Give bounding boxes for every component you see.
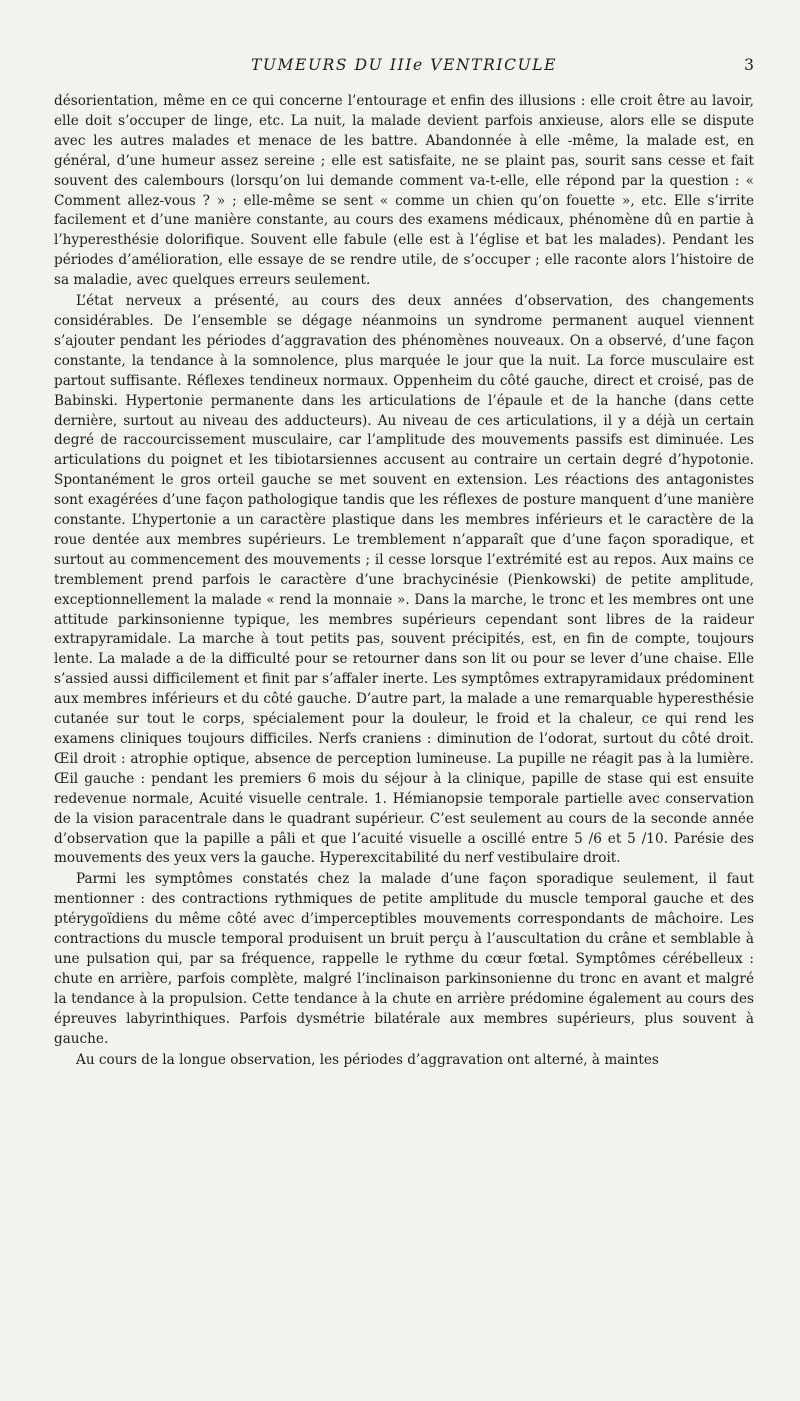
paragraph: Parmi les symptômes constatés chez la malade d’une façon sporadique seulement, il faut mentionner : des contractions rythmiques de petite amplitude du muscle temporal gauche et des ptérygoïdiens du même côté avec d’imperceptibles mouvements correspondants de mâchoire. Les contractions du muscle temporal produisent un bruit perçu à l’auscultation du crâne et semblable à une pulsation qui, par sa fréquence, rappelle le rythme du cœur fœtal. Symptômes cérébelleux : chute en arrière, parfois complète, malgré l’inclinaison parkinsonienne du tronc en avant et malgré la tendance à la propulsion. Cette tendance à la chute en arrière prédomine également au cours des épreuves labyrinthiques. Parfois dysmétrie bilatérale aux membres supérieurs, plus souvent à gauche. xyxy=(54,871,754,1047)
paragraph: désorientation, même en ce qui concerne l’entourage et enfin des illusions : elle croit être au lavoir, elle doit s’occuper de linge, etc. La nuit, la malade devient parfois anxieuse, alors elle se dispute avec les autres malades et menace de les battre. Abandonnée à elle -même, la malade est, en général, d’une humeur assez sereine ; elle est satisfaite, ne se plaint pas, sourit sans cesse et fait souvent des calembours (lorsqu’on lui demande comment va-t-elle, elle répond par la question : « Comment allez-vous ? » ; elle-même se sent « comme un chien qu’on fouette », etc. Elle s’irrite facilement et d’une manière constante, au cours des examens médicaux, phénomène dû en partie à l’hyperesthésie dolorifique. Souvent elle fabule (elle est à l’église et bat les malades). Pendant les périodes d’amélioration, elle essaye de se rendre utile, de s’occuper ; elle raconte alors l’histoire de sa maladie, avec quelques erreurs seulement. xyxy=(54,93,754,289)
paragraph: L’état nerveux a présenté, au cours des deux années d’observation, des changements considérables. De l’ensemble se dégage néanmoins un syndrome permanent auquel viennent s’ajouter pendant les périodes d’aggravation des phénomènes nouveaux. On a observé, d’une façon constante, la tendance à la somnolence, plus marquée le jour que la nuit. La force musculaire est partout suffisante. Réflexes tendineux normaux. Oppenheim du côté gauche, direct et croisé, pas de Babinski. Hypertonie permanente dans les articulations de l’épaule et de la hanche (dans cette dernière, surtout au niveau des adducteurs). Au niveau de ces articulations, il y a déjà un certain degré de raccourcissement musculaire, car l’amplitude des mouvements passifs est diminuée. Les articulations du poignet et les tibiotarsiennes accusent au contraire un certain degré d’hypotonie. Spontanément le gros orteil gauche se met souvent en extension. Les réactions des antagonistes sont exagérées d’une façon pathologique tandis que les réflexes de posture manquent d’une manière constante. L’hypertonie a un caractère plastique dans les membres inférieurs et le caractère de la roue dentée aux membres supérieurs. Le tremblement n’apparaît que d’une façon sporadique, et surtout au commencement des mouvements ; il cesse lorsque l’extrémité est au repos. Aux mains ce tremblement prend parfois le caractère d’une brachycinésie (Pienkowski) de petite amplitude, exceptionnellement la malade « rend la monnaie ». Dans la marche, le tronc et les membres ont une attitude parkinsonienne typique, les membres supérieurs cependant sont libres de la raideur extrapyramidale. La marche à tout petits pas, souvent précipités, est, en fin de compte, toujours lente. La malade a de la difficulté pour se retourner dans son lit ou pour se lever d’une chaise. Elle s’assied aussi difficilement et finit par s’affaler inerte. Les symptômes extrapyramidaux prédominent aux membres inférieurs et du côté gauche. D’autre part, la malade a une remarquable hyperesthésie cutanée sur tout le corps, spécialement pour la douleur, le froid et la chaleur, ce qui rend les examens cliniques toujours difficiles. Nerfs craniens : diminution de l’odorat, surtout du côté droit. Œil droit : atrophie optique, absence de perception lumineuse. La pupille ne réagit pas à la lumière. Œil gauche : pendant les premiers 6 mois du séjour à la clinique, papille de stase qui est ensuite redevenue normale, Acuité visuelle centrale. 1. Hémianopsie temporale partielle avec conservation de la vision paracentrale dans le quadrant supérieur. C’est seulement au cours de la seconde année d’observation que la papille a pâli et que l’acuité visuelle a oscillé entre 5 /6 et 5 /10. Parésie des mouvements des yeux vers la gauche. Hyperexcitabilité du nerf vestibulaire droit. xyxy=(54,293,754,867)
running-title: TUMEURS DU IIIe VENTRICULE xyxy=(250,56,558,74)
page-number: 3 xyxy=(744,56,754,74)
paragraph: Au cours de la longue observation, les périodes d’aggravation ont alterné, à maintes xyxy=(76,1051,659,1068)
body-text xyxy=(54,92,754,1070)
page-header xyxy=(54,56,754,82)
